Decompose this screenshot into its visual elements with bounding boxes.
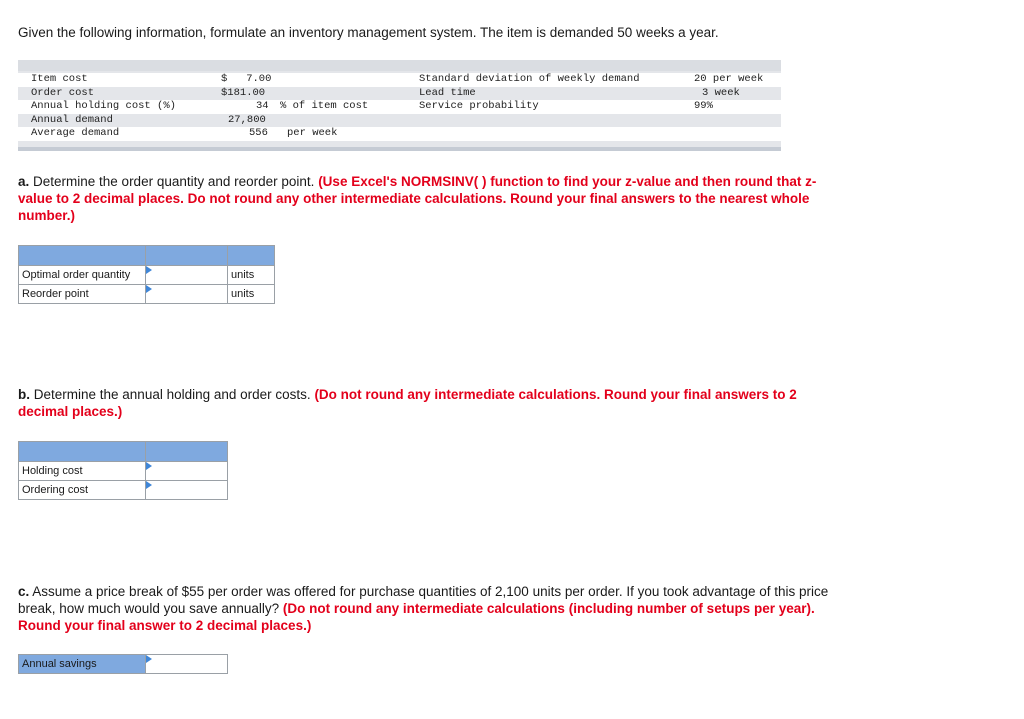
average-demand-label: Average demand (31, 127, 120, 139)
flag-icon (146, 266, 152, 274)
average-demand-suffix: per week (287, 127, 338, 139)
part-b-answer-table (18, 441, 228, 500)
part-c-question: c. Assume a price break of $55 per order was offered for purchase quantities of 2,100 units per order. If you took advantage of this price break, how much would you save annually? (Do not round any intermediate calculations (including number of setups per year). Round your final answer to 2 decimal places.) (18, 584, 829, 633)
part-c-instruction: (Do not round any intermediate calculations (including number of setups per year). Round your final answer to 2 decimal places.) (18, 601, 815, 633)
unit-label: units (228, 266, 275, 285)
given-data-table (18, 60, 781, 151)
service-probability-value: 99% (694, 100, 713, 112)
holding-cost-row-label: Holding cost (19, 462, 146, 481)
table-header-row (19, 442, 228, 462)
flag-icon (146, 655, 152, 663)
order-cost-label: Order cost (31, 86, 95, 99)
reorder-point-label: Reorder point (19, 285, 146, 304)
table-row (19, 266, 275, 285)
std-dev-value: 20 per week (694, 73, 764, 85)
table-row (19, 655, 228, 674)
ordering-cost-row-label: Ordering cost (19, 481, 146, 500)
table-row (19, 462, 228, 481)
holding-cost-input[interactable] (146, 462, 228, 481)
holding-cost-value: 34 (256, 100, 269, 112)
flag-icon (146, 481, 152, 489)
average-demand-value: 556 (249, 127, 268, 139)
holding-cost-label: Annual holding cost (%) (31, 100, 176, 112)
part-c-answer-table (18, 654, 228, 674)
part-b-instruction: (Do not round any intermediate calculations. Round your final answers to 2 decimal places.) (18, 387, 797, 419)
lead-time-value: 3 week (702, 86, 740, 99)
part-a-answer-table (18, 245, 275, 304)
flag-icon (146, 462, 152, 470)
part-b-question: b. Determine the annual holding and order costs. (Do not round any intermediate calculations. Round your final answers to 2 decimal places.) (18, 387, 797, 419)
annual-savings-input[interactable] (146, 655, 228, 674)
table-row (19, 481, 228, 500)
part-a-instruction: (Use Excel's NORMSINV( ) function to find your z-value and then round that z-value to 2 decimal places. Do not round any other intermediate calculations. Round your final answers to the nearest whole number.) (18, 174, 817, 223)
flag-icon (146, 285, 152, 293)
lead-time-label: Lead time (419, 86, 476, 99)
reorder-point-input[interactable] (146, 285, 228, 304)
unit-label: units (228, 285, 275, 304)
table-bottom-band (18, 147, 781, 151)
table-top-band (18, 60, 781, 71)
optimal-order-quantity-label: Optimal order quantity (19, 266, 146, 285)
table-row (19, 285, 275, 304)
holding-cost-suffix: % of item cost (280, 100, 369, 112)
service-probability-label: Service probability (419, 100, 539, 112)
order-cost-value: $181.00 (221, 86, 266, 99)
part-a-question: a. Determine the order quantity and reorder point. (Use Excel's NORMSINV( ) function to find your z-value and then round that z-value to 2 decimal places. Do not round any other intermediate calculations. Round your final answers to the nearest whole number.) (18, 174, 817, 223)
item-cost-value: $ 7.00 (221, 73, 272, 85)
table-header-row (19, 246, 275, 266)
annual-savings-label: Annual savings (19, 655, 146, 674)
annual-demand-value: 27,800 (228, 113, 266, 126)
intro-text: Given the following information, formulate an inventory management system. The item is demanded 50 weeks a year. (18, 25, 719, 40)
annual-demand-label: Annual demand (31, 113, 113, 126)
item-cost-label: Item cost (31, 73, 88, 85)
std-dev-label: Standard deviation of weekly demand (419, 73, 640, 85)
optimal-order-quantity-input[interactable] (146, 266, 228, 285)
ordering-cost-input[interactable] (146, 481, 228, 500)
